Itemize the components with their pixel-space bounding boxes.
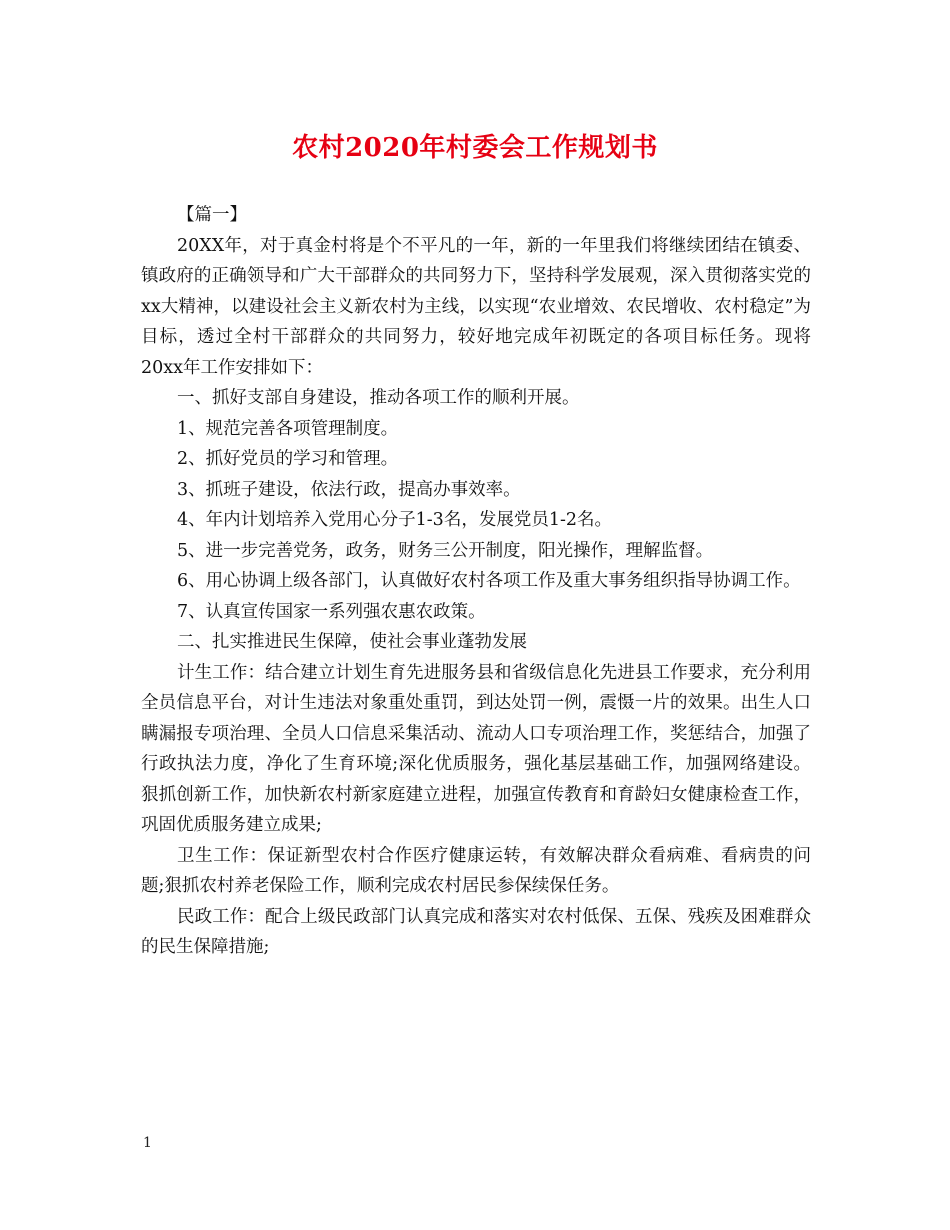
page-number: 1	[143, 1135, 152, 1151]
list-item: 4、年内计划培养入党用心分子1-3名，发展党员1-2名。	[177, 510, 612, 530]
paragraph-intro: 20XX年，对于真金村将是个不平凡的一年，新的一年里我们将继续团结在镇委、镇政府的正确领导和广大干部群众的共同努力下，坚持科学发展观，深入贯彻落实党的xx大精神，以建设社会主义新农村为主线，以实现“农业增效、农民增收、农村稳定”为目标，透过全村干部群众的共同努力，较好地完成年初既定的各项目标任务。现将20xx年工作安排如下：	[141, 235, 811, 378]
document-title: 农村2020年村委会工作规划书	[292, 133, 658, 163]
list-item: 7、认真宣传国家一系列强农惠农政策。	[177, 601, 486, 622]
list-item: 5、进一步完善党务，政务，财务三公开制度，阳光操作，理解监督。	[177, 540, 714, 561]
paragraph-health: 卫生工作：保证新型农村合作医疗健康运转，有效解决群众看病难、看病贵的问题;狠抓农村养老保险工作，顺利完成农村居民参保续保任务。	[141, 845, 811, 896]
list-item: 1、规范完善各项管理制度。	[177, 418, 399, 439]
heading-section-2: 二、扎实推进民生保障，使社会事业蓬勃发展	[177, 632, 527, 652]
list-item: 2、抓好党员的学习和管理。	[177, 449, 399, 469]
list-item: 6、用心协调上级各部门，认真做好农村各项工作及重大事务组织指导协调工作。	[177, 571, 801, 591]
paragraph-family-planning: 计生工作：结合建立计划生育先进服务县和省级信息化先进县工作要求，充分利用全员信息平台，对计生违法对象重处重罚，到达处罚一例，震慑一片的效果。出生人口瞒漏报专项治理、全员人口信息采集活动、流动人口专项治理工作，奖惩结合，加强了行政执法力度，净化了生育环境;深化优质服务，强化基层基础工作，加强网络建设。狠抓创新工作，加快新农村新家庭建立进程，加强宣传教育和育龄妇女健康检查工作，巩固优质服务建立成果;	[141, 662, 811, 835]
list-item: 3、抓班子建设，依法行政，提高办事效率。	[177, 479, 521, 500]
paragraph-civil-affairs: 民政工作：配合上级民政部门认真完成和落实对农村低保、五保、残疾及困难群众的民生保障措施;	[141, 906, 811, 957]
section-tag: 【篇一】	[177, 205, 247, 225]
heading-section-1: 一、抓好支部自身建设，推动各项工作的顺利开展。	[177, 388, 580, 408]
document-body	[141, 200, 811, 963]
